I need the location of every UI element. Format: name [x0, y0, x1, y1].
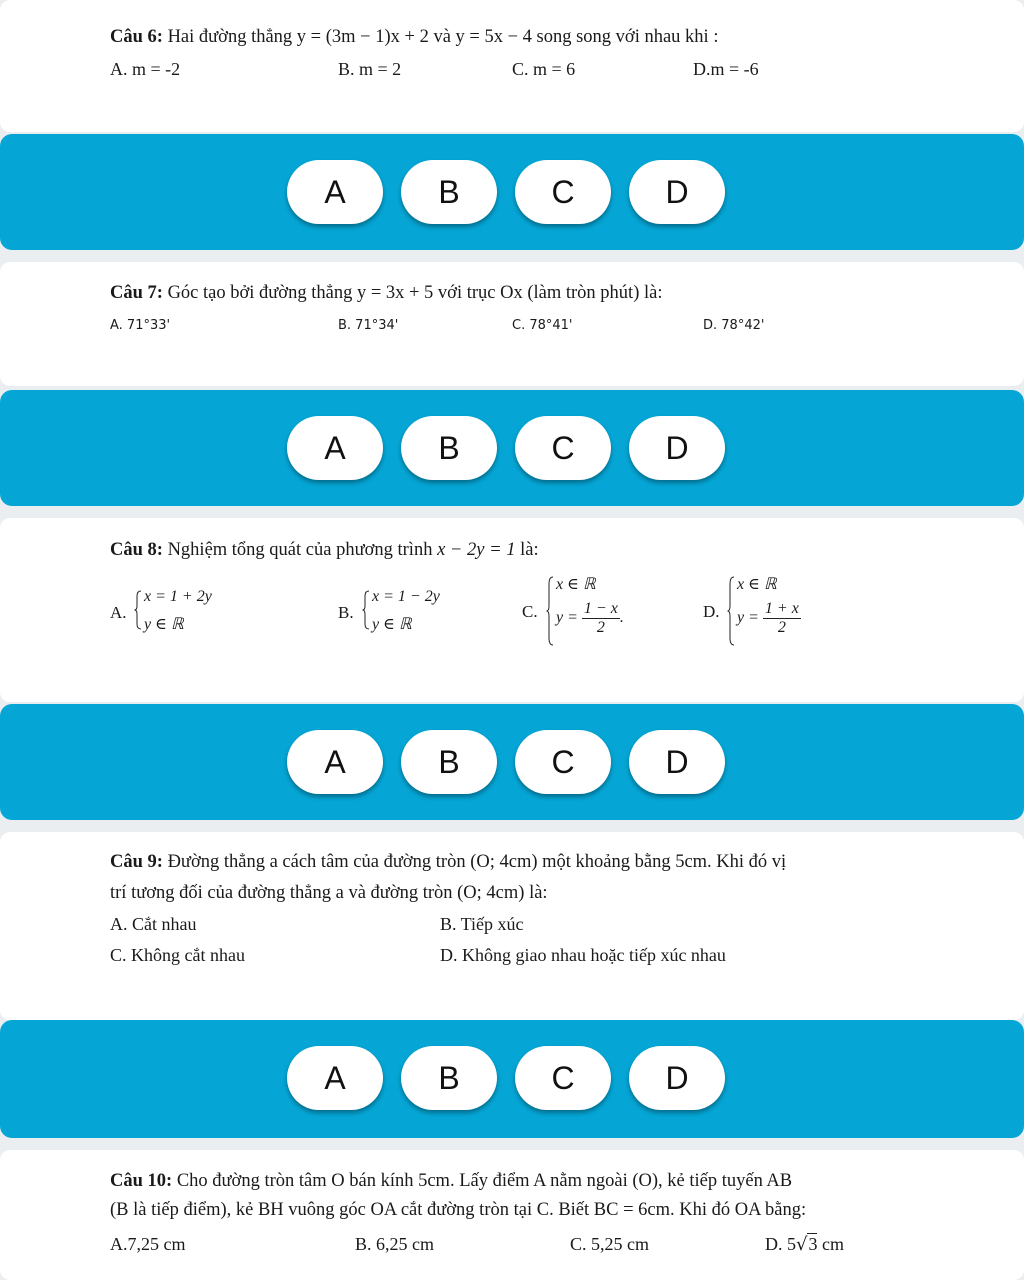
question-6-answer-b-button[interactable]: B [401, 160, 497, 224]
option-d-unit: cm [817, 1234, 844, 1254]
question-10-option-d [765, 1232, 844, 1257]
question-7-option-a: A. 71°33' [110, 318, 171, 333]
fraction-denominator: 2 [777, 619, 786, 636]
question-6-label: Câu 6: [110, 27, 163, 47]
option-line-2 [556, 600, 624, 637]
question-7-card [0, 262, 1024, 386]
option-tail: . [619, 609, 624, 627]
option-d-radicand: 3 [808, 1234, 818, 1254]
question-6-card [0, 0, 1024, 132]
question-10-text-line-2: (B là tiếp điểm), kẻ BH vuông góc OA cắt đường tròn tại C. Biết BC = 6cm. Khi đó OA bằng: [110, 1200, 807, 1220]
question-10-stem [110, 1166, 934, 1196]
question-6-answer-c-button[interactable]: C [515, 160, 611, 224]
fraction-numerator: 1 − x [583, 600, 618, 617]
option-label: B. [338, 603, 354, 622]
question-10-option-c: C. 5,25 cm [570, 1234, 649, 1254]
sqrt-icon: √ [796, 1234, 808, 1255]
fraction-denominator: 2 [596, 619, 605, 636]
question-9-text-line-1: Đường thẳng a cách tâm của đường tròn (O; 4cm) một khoảng bằng 5cm. Khi đó vị [167, 852, 787, 872]
question-6-stem [110, 22, 934, 52]
question-7-option-d: D. 78°42' [703, 318, 765, 333]
option-line-1: x ∈ ℝ [556, 576, 596, 593]
option-label: A. [110, 603, 127, 622]
option-d-prefix: D. 5 [765, 1234, 796, 1254]
brace-icon [727, 576, 735, 646]
question-8-stem [110, 535, 934, 565]
option-line-2-prefix: y = [737, 609, 759, 627]
question-9-answer-d-button[interactable]: D [629, 1046, 725, 1110]
question-7-option-c: C. 78°41' [512, 318, 573, 333]
option-line-1: x = 1 + 2y [144, 588, 212, 605]
question-10-option-a: A.7,25 cm [110, 1234, 186, 1254]
question-9-answer-bar [0, 1020, 1024, 1138]
question-6-answer-a-button[interactable]: A [287, 160, 383, 224]
option-line-1: x ∈ ℝ [737, 576, 777, 593]
question-8-equation: x − 2y = 1 [437, 540, 516, 560]
question-9-option-d: D. Không giao nhau hoặc tiếp xúc nhau [440, 945, 726, 965]
question-8-answer-b-button[interactable]: B [401, 730, 497, 794]
fraction-numerator: 1 + x [764, 600, 799, 617]
brace-icon [362, 590, 370, 630]
question-9-stem [110, 847, 934, 877]
question-10-stem-line-2 [110, 1195, 934, 1225]
question-6-option-b: B. m = 2 [338, 59, 402, 79]
question-10-text-line-1: Cho đường tròn tâm O bán kính 5cm. Lấy điểm A nằm ngoài (O), kẻ tiếp tuyến AB [176, 1171, 793, 1191]
question-6-option-c: C. m = 6 [512, 59, 576, 79]
question-6-text: Hai đường thẳng y = (3m − 1)x + 2 và y = 5x − 4 song song với nhau khi : [167, 27, 719, 47]
question-9-card [0, 832, 1024, 1020]
question-9-text-line-2: trí tương đối của đường thẳng a và đường tròn (O; 4cm) là: [110, 883, 548, 903]
question-10-card [0, 1150, 1024, 1280]
option-label: C. [522, 602, 538, 621]
option-line-2 [737, 600, 801, 637]
brace-icon [546, 576, 554, 646]
question-9-option-c: C. Không cắt nhau [110, 945, 245, 965]
fraction [763, 600, 801, 637]
question-6-option-a: A. m = -2 [110, 59, 181, 79]
question-6-answer-d-button[interactable]: D [629, 160, 725, 224]
question-8-answer-c-button[interactable]: C [515, 730, 611, 794]
question-7-option-b: B. 71°34' [338, 318, 399, 333]
question-7-stem [110, 278, 934, 308]
question-6-answer-bar [0, 134, 1024, 250]
question-10-option-b: B. 6,25 cm [355, 1234, 434, 1254]
question-7-label: Câu 7: [110, 283, 163, 303]
question-8-answer-d-button[interactable]: D [629, 730, 725, 794]
question-7-answer-b-button[interactable]: B [401, 416, 497, 480]
option-line-2: y ∈ ℝ [372, 616, 412, 633]
question-8-label: Câu 8: [110, 540, 163, 560]
question-7-answer-a-button[interactable]: A [287, 416, 383, 480]
question-8-text: Nghiệm tổng quát của phương trình [167, 540, 433, 560]
option-label: D. [703, 602, 720, 621]
question-7-answer-bar [0, 390, 1024, 506]
question-9-option-b: B. Tiếp xúc [440, 914, 524, 934]
fraction [582, 600, 620, 637]
question-10-label: Câu 10: [110, 1171, 173, 1191]
question-9-label: Câu 9: [110, 852, 163, 872]
option-line-1: x = 1 − 2y [372, 588, 440, 605]
brace-icon [134, 590, 142, 630]
question-7-answer-c-button[interactable]: C [515, 416, 611, 480]
question-7-answer-d-button[interactable]: D [629, 416, 725, 480]
option-line-2-prefix: y = [556, 609, 578, 627]
option-line-2: y ∈ ℝ [144, 616, 184, 633]
question-7-text: Góc tạo bởi đường thẳng y = 3x + 5 với trục Ox (làm tròn phút) là: [167, 283, 663, 303]
question-9-stem-line-2 [110, 878, 934, 908]
question-8-card [0, 518, 1024, 702]
question-9-answer-b-button[interactable]: B [401, 1046, 497, 1110]
question-9-option-a: A. Cắt nhau [110, 914, 197, 934]
question-8-answer-bar [0, 704, 1024, 820]
question-6-option-d: D.m = -6 [693, 59, 759, 79]
question-9-answer-a-button[interactable]: A [287, 1046, 383, 1110]
question-9-answer-c-button[interactable]: C [515, 1046, 611, 1110]
question-8-text-suffix: là: [520, 540, 539, 560]
question-8-answer-a-button[interactable]: A [287, 730, 383, 794]
